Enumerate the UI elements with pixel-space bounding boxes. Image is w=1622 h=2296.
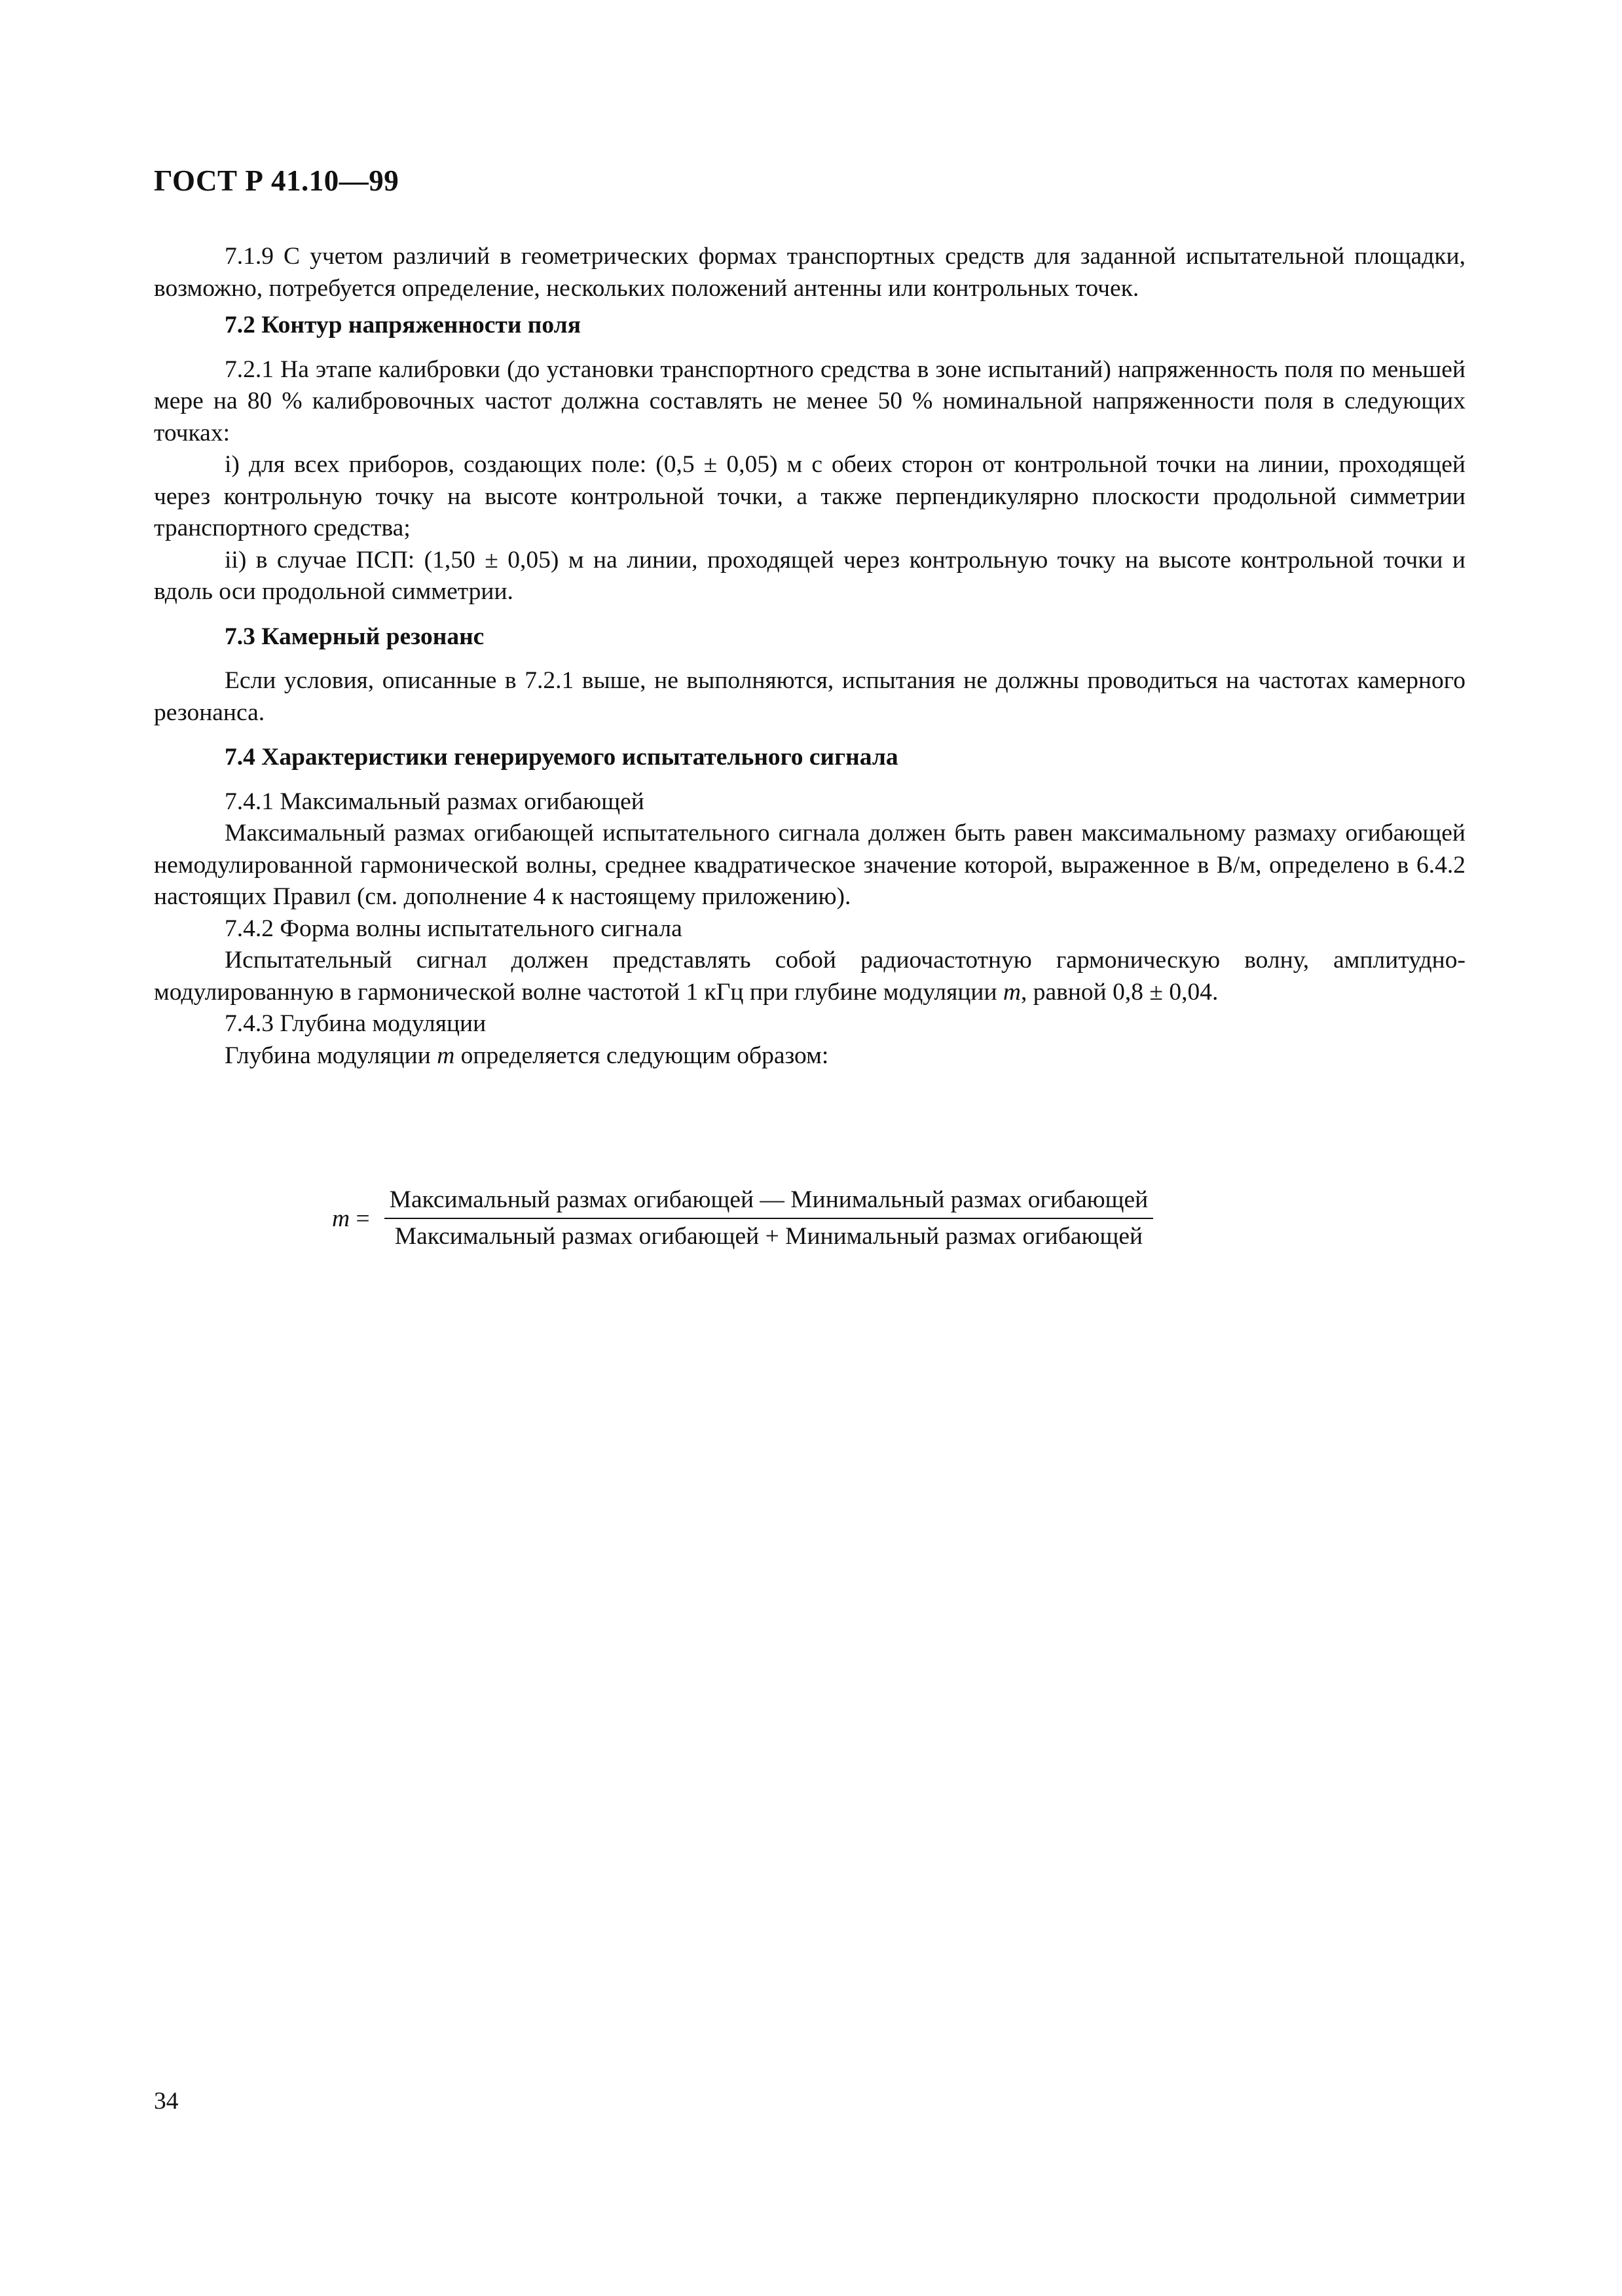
formula-denominator: Максимальный размах огибающей + Минимальный размах огибающей [394,1223,1143,1250]
page-body [154,241,1465,1072]
document-code-header: ГОСТ Р 41.10—99 [154,164,399,197]
subheading-7-4-2: 7.4.2 Форма волны испытательного сигнала [225,915,682,942]
paragraph-7-2-1: 7.2.1 На этапе калибровки (до установки транспортного средства в зоне испытаний) напряженность поля по меньшей мере на 80 % калибровочных частот должна составлять не менее 50 % номинальной напряженности поля в следующих точках: [154,355,1465,446]
formula-lhs [332,1205,370,1233]
subheading-7-4-3: 7.4.3 Глубина модуляции [225,1010,487,1037]
paragraph-7-4-2-text-b: , равной 0,8 ± 0,04. [1021,978,1219,1006]
subheading-7-4-1: 7.4.1 Максимальный размах огибающей [225,788,644,815]
formula-equals-sign: = [350,1205,370,1232]
formula-numerator: Максимальный размах огибающей — Минимальный размах огибающей [389,1186,1149,1213]
paragraph-7-4-3-text-a: Глубина модуляции [225,1042,437,1069]
heading-7-4: 7.4 Характеристики генерируемого испытательного сигнала [225,744,898,771]
modulation-depth-formula [332,1185,1153,1252]
heading-7-2: 7.2 Контур напряженности поля [225,312,581,338]
heading-7-3: 7.3 Камерный резонанс [225,623,485,650]
paragraph-7-4-3 [154,1040,1465,1072]
paragraph-7-4-2-text-a: Испытательный сигнал должен представлять собой радиочастотную гармоническую волну, амплитудно-модулированную в гармонической волне частотой 1 кГц при глубине модуляции [154,947,1465,1006]
list-item-ii: ii) в случае ПСП: (1,50 ± 0,05) м на линии, проходящей через контрольную точку на высоте контрольной точки и вдоль оси продольной симметрии. [154,546,1465,605]
paragraph-7-4-3-text-b: определяется следующим образом: [454,1042,829,1069]
formula-variable: m [332,1205,350,1232]
paragraph-7-3: Если условия, описанные в 7.2.1 выше, не выполняются, испытания не должны проводиться на частотах камерного резонанса. [154,667,1465,726]
modulation-depth-variable: m [1003,978,1022,1006]
modulation-depth-variable: m [437,1042,455,1069]
list-item-i: i) для всех приборов, создающих поле: (0,5 ± 0,05) м с обеих сторон от контрольной точки на линии, проходящей через контрольную точку на высоте контрольной точки, а также перпендикулярно плоскости продольной симметрии транспортного средства; [154,451,1465,541]
paragraph-7-1-9: 7.1.9 С учетом различий в геометрических формах транспортных средств для заданной испытательной площадки, возможно, потребуется определение, нескольких положений антенны или контрольных точек. [154,243,1465,302]
paragraph-7-4-2 [154,945,1465,1008]
paragraph-7-4-1: Максимальный размах огибающей испытательного сигнала должен быть равен максимальному размаху огибающей немодулированной гармонической волны, среднее квадратическое значение которой, выраженное в В/м, определено в 6.4.2 настоящих Правил (см. дополнение 4 к настоящему приложению). [154,820,1465,910]
formula-fraction [384,1185,1154,1252]
page-number: 34 [154,2088,179,2115]
